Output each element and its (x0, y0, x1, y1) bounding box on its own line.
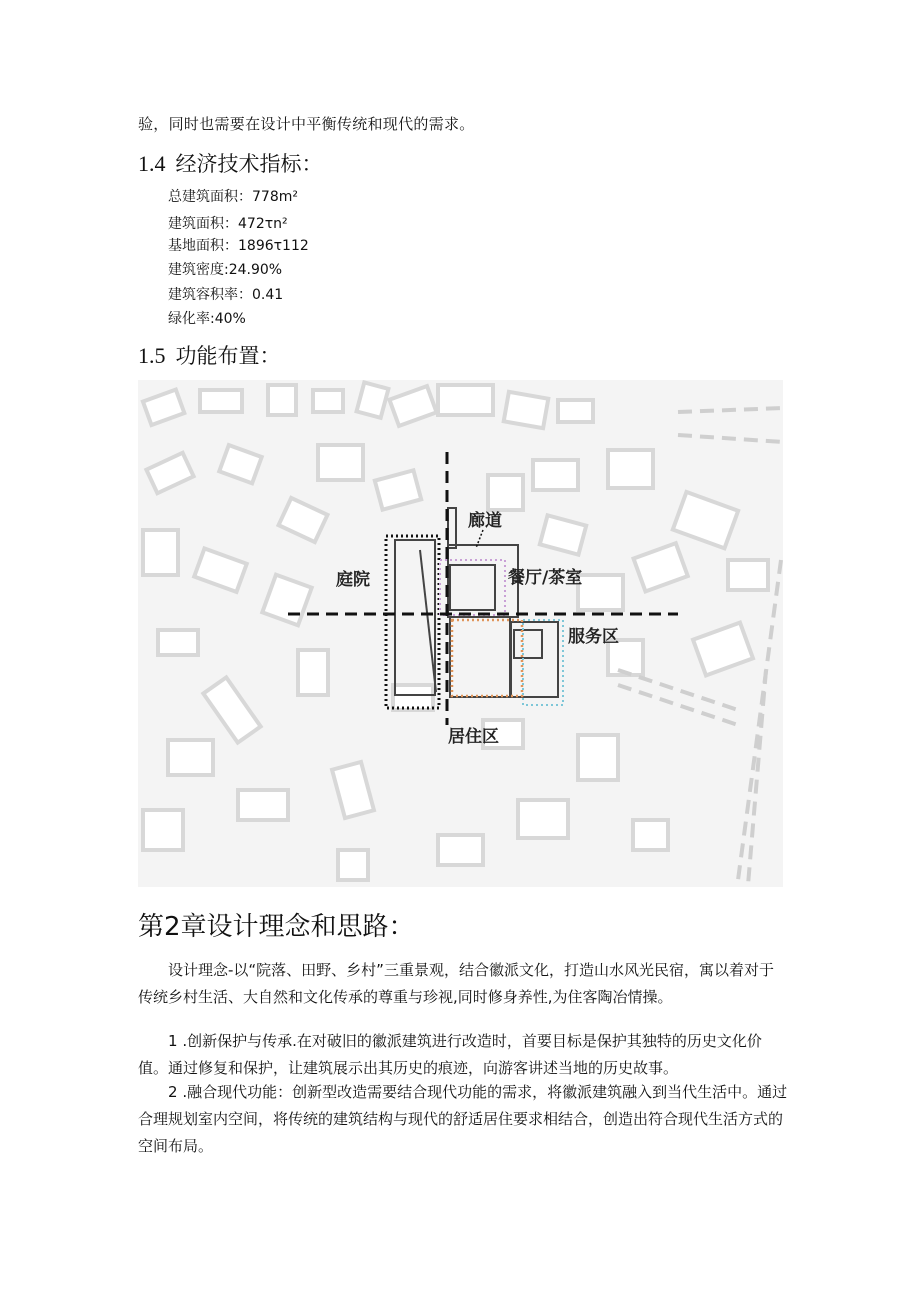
list-item-1 (138, 1028, 788, 1082)
metric-total-floor-area: 总建筑面积：778m² (168, 189, 298, 205)
section-heading-1-4 (138, 148, 323, 178)
label-service: 服务区 (568, 627, 619, 647)
list-item-text: .创新保护与传承.在对破旧的徽派建筑进行改造时，首要目标是保护其独特的历史文化价值。通过修复和保护，让建筑展示出其历史的痕迹，向游客讲述当地的历史故事。 (138, 1032, 762, 1077)
label-courtyard: 庭院 (336, 570, 370, 590)
label-residence: 居住区 (448, 727, 499, 747)
metric-building-area: 建筑面积：472τn² (168, 216, 288, 232)
label-restaurant: 餐厅/茶室 (508, 568, 583, 588)
list-item-number: 2 (168, 1083, 178, 1101)
concept-paragraph: 设计理念-以“院落、田野、乡村”三重景观，结合徽派文化，打造山水风光民宿，寓以着对于传统乡村生活、大自然和文化传承的尊重与珍视,同时修身养性,为住客陶冶情操。 (138, 961, 774, 1006)
metric-building-density: 建筑密度:24.90% (168, 262, 283, 278)
section-number: 1.5 (138, 343, 166, 368)
section-title: 经济技术指标： (175, 152, 323, 176)
section-number: 1.4 (138, 151, 166, 176)
section-title: 功能布置： (175, 344, 281, 368)
metric-site-area: 基地面积：1896τ112 (168, 238, 309, 254)
section-heading-1-5 (138, 340, 281, 370)
label-corridor: 廊道 (468, 511, 502, 531)
list-item-number: 1 (168, 1032, 178, 1050)
chapter-2-heading: 第2章设计理念和思路： (138, 912, 415, 942)
metric-green-ratio: 绿化率:40% (168, 311, 246, 327)
intro-line: 验，同时也需要在设计中平衡传统和现代的需求。 (138, 115, 475, 133)
list-item-2 (138, 1079, 788, 1160)
metric-floor-area-ratio: 建筑容积率：0.41 (168, 287, 284, 303)
function-layout-diagram (138, 380, 783, 887)
list-item-text: .融合现代功能：创新型改造需要结合现代功能的需求，将徽派建筑融入到当代生活中。通过合理规划室内空间，将传统的建筑结构与现代的舒适居住要求相结合，创造出符合现代生活方式的空间布局。 (138, 1083, 788, 1155)
